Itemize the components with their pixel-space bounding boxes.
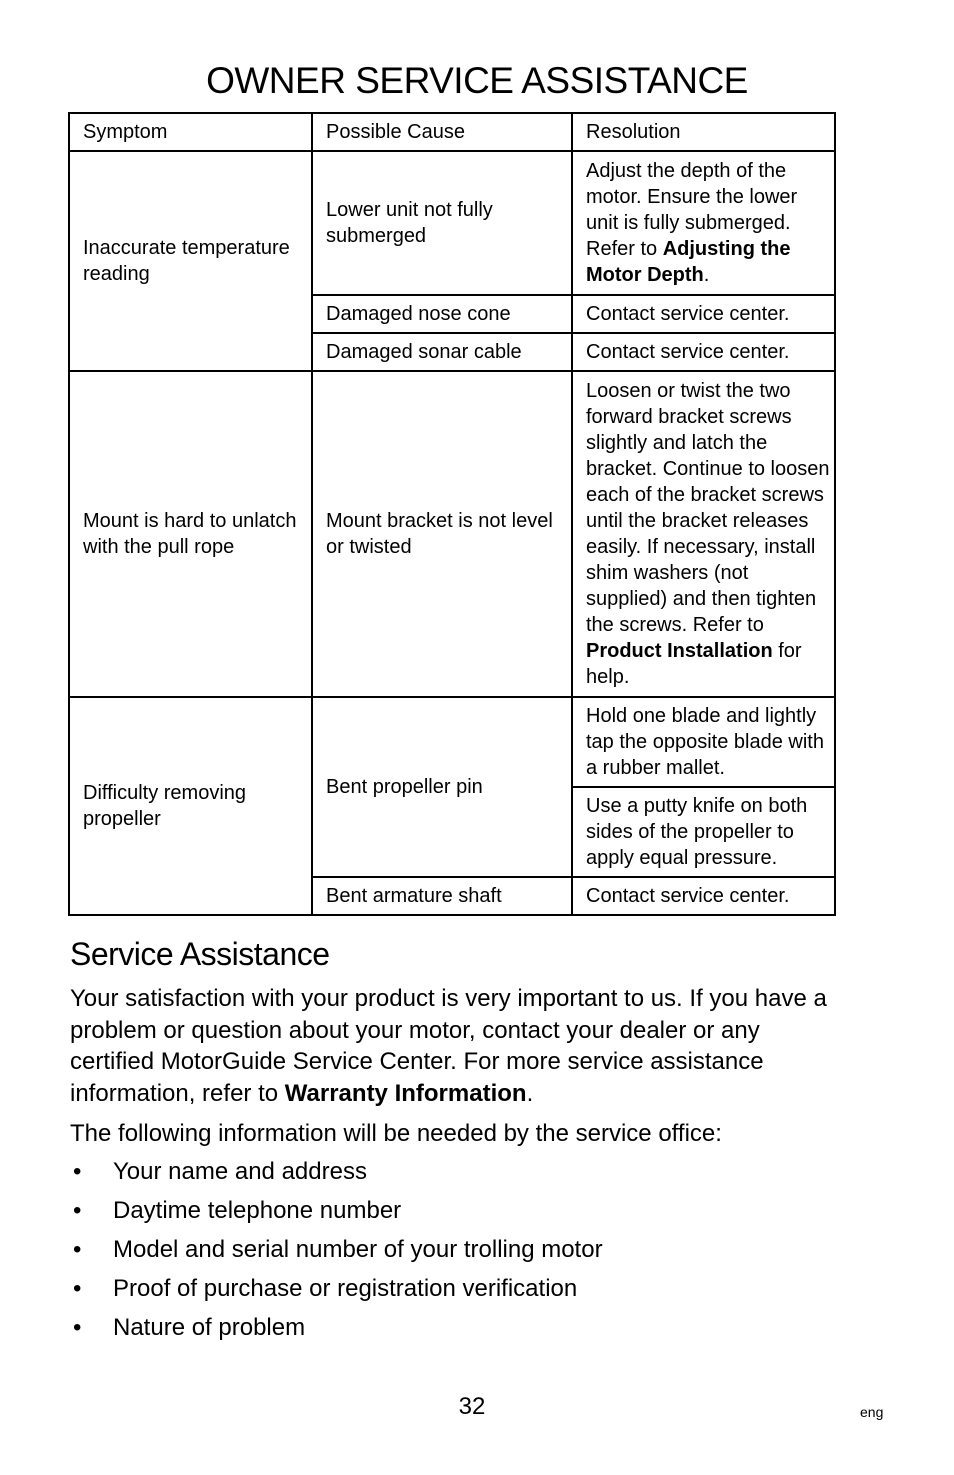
cause-cell: Damaged sonar cable (312, 333, 572, 371)
resolution-text: Adjust the depth of the motor. Ensure the lower unit is fully submerged. Refer to (586, 160, 798, 260)
resolution-text-end: . (703, 264, 710, 286)
bullet-icon: • (73, 1314, 82, 1341)
cause-cell: Lower unit not fully submerged (312, 151, 572, 295)
needed-info-list (70, 1156, 603, 1351)
resolution-cell: Contact service center. (572, 877, 835, 915)
column-header-resolution: Resolution (572, 113, 835, 151)
cross-reference: Adjusting the Motor Depth (586, 238, 791, 286)
cause-cell: Bent armature shaft (312, 877, 572, 915)
section-heading: Service Assistance (70, 936, 330, 972)
table-row (69, 697, 835, 787)
list-item-text: Model and serial number of your trolling motor (113, 1236, 603, 1263)
bullet-icon: • (73, 1236, 82, 1263)
resolution-cell: Contact service center. (572, 333, 835, 371)
list-item-text: Nature of problem (113, 1314, 306, 1341)
resolution-cell (572, 371, 835, 697)
table-header-row (69, 113, 835, 151)
cross-reference: Product Installation (586, 640, 773, 662)
warranty-reference: Warranty Information (284, 1079, 527, 1107)
intro-text: Your satisfaction with your product is very important to us. If you have a problem or question about your motor, contact your dealer or any certified MotorGuide Service Center. For more service assistance information, refer to (70, 985, 827, 1107)
symptom-cell: Difficulty removing propeller (69, 697, 312, 915)
table-row (69, 151, 835, 295)
cause-cell: Bent propeller pin (312, 697, 572, 877)
table-row (69, 371, 835, 697)
resolution-cell: Hold one blade and lightly tap the opposite blade with a rubber mallet. (572, 697, 835, 787)
list-item-text: Daytime telephone number (113, 1197, 402, 1224)
page-title: OWNER SERVICE ASSISTANCE (206, 60, 748, 101)
list-item-text: Your name and address (113, 1158, 367, 1185)
needed-info-paragraph: The following information will be needed by the service office: (70, 1120, 722, 1147)
resolution-cell (572, 151, 835, 295)
cause-cell: Mount bracket is not level or twisted (312, 371, 572, 697)
list-item (70, 1195, 603, 1234)
intro-paragraph (70, 983, 850, 1109)
list-item (70, 1234, 603, 1273)
troubleshooting-table (68, 112, 836, 916)
resolution-text: Loosen or twist the two forward bracket screws slightly and latch the bracket. Continue to loosen each of the bracket screws until the bracket releases easily. If necessary, install shim washers (not supplied) and then tighten the screws. Refer to (586, 380, 830, 636)
list-item-text: Proof of purchase or registration verification (113, 1275, 578, 1302)
symptom-cell: Mount is hard to unlatch with the pull rope (69, 371, 312, 697)
column-header-possible-cause: Possible Cause (312, 113, 572, 151)
language-code: eng (860, 1404, 884, 1420)
bullet-icon: • (73, 1158, 82, 1185)
resolution-text-end: for help. (586, 640, 802, 688)
resolution-cell: Use a putty knife on both sides of the propeller to apply equal pressure. (572, 787, 835, 877)
list-item (70, 1312, 603, 1351)
list-item (70, 1156, 603, 1195)
bullet-icon: • (73, 1197, 82, 1224)
bullet-icon: • (73, 1275, 82, 1302)
page-number: 32 (458, 1393, 486, 1420)
cause-cell: Damaged nose cone (312, 295, 572, 333)
list-item (70, 1273, 603, 1312)
intro-text-end: . (526, 1079, 534, 1107)
symptom-cell: Inaccurate temperature reading (69, 151, 312, 371)
column-header-symptom: Symptom (69, 113, 312, 151)
resolution-cell: Contact service center. (572, 295, 835, 333)
